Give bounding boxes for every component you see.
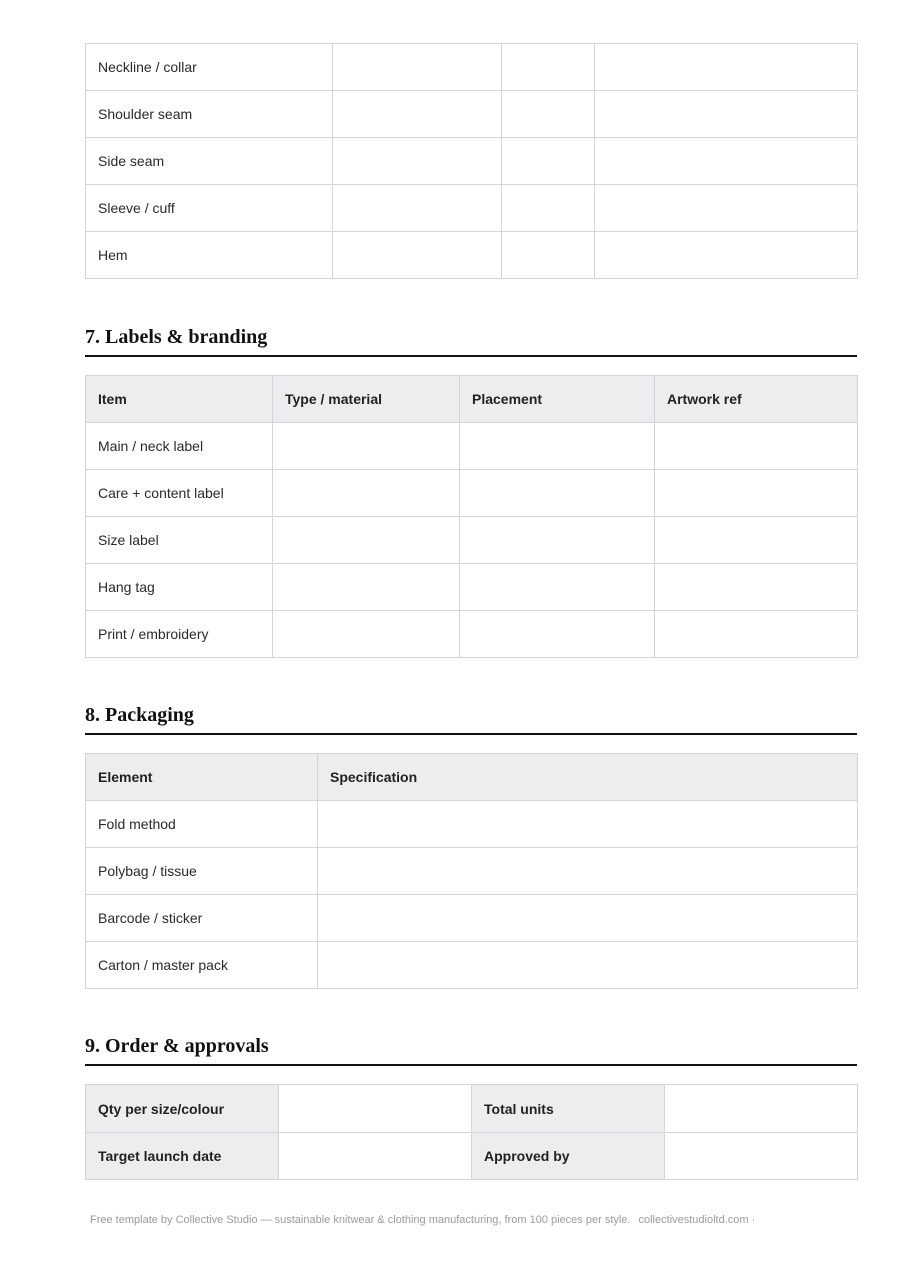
column-header: Item [86, 376, 273, 423]
row-label: Carton / master pack [86, 942, 318, 989]
table-cell[interactable] [460, 611, 655, 658]
table-cell[interactable] [655, 470, 858, 517]
table-cell[interactable] [333, 232, 502, 279]
table-row [86, 1133, 858, 1180]
packaging-section [85, 704, 857, 989]
table-cell[interactable] [273, 517, 460, 564]
field-label: Target launch date [86, 1133, 279, 1180]
table-cell[interactable] [273, 423, 460, 470]
table-cell[interactable] [595, 138, 858, 185]
field-label: Approved by [472, 1133, 665, 1180]
labels-table [85, 375, 858, 658]
table-row [86, 942, 858, 989]
table-cell[interactable] [460, 423, 655, 470]
row-label: Size label [86, 517, 273, 564]
table-row [86, 517, 858, 564]
table-row [86, 564, 858, 611]
table-cell[interactable] [333, 91, 502, 138]
construction-section [85, 43, 857, 279]
row-label: Polybag / tissue [86, 848, 318, 895]
table-row [86, 611, 858, 658]
column-header: Element [86, 754, 318, 801]
row-label: Barcode / sticker [86, 895, 318, 942]
table-cell[interactable] [273, 611, 460, 658]
table-row [86, 91, 858, 138]
table-cell[interactable] [595, 185, 858, 232]
row-label: Shoulder seam [86, 91, 333, 138]
field-value-cell[interactable] [279, 1085, 472, 1133]
table-cell[interactable] [655, 423, 858, 470]
table-cell[interactable] [595, 232, 858, 279]
row-label: Sleeve / cuff [86, 185, 333, 232]
footer-text: Free template by Collective Studio — sustainable knitwear & clothing manufacturing, from 100 pieces per style. [90, 1214, 631, 1226]
row-label: Hang tag [86, 564, 273, 611]
table-row [86, 138, 858, 185]
table-cell[interactable] [502, 232, 595, 279]
field-label: Total units [472, 1085, 665, 1133]
table-row [86, 801, 858, 848]
table-cell[interactable] [502, 44, 595, 91]
table-cell[interactable] [318, 848, 858, 895]
table-cell[interactable] [655, 611, 858, 658]
row-label: Hem [86, 232, 333, 279]
table-row [86, 895, 858, 942]
field-value-cell[interactable] [665, 1133, 858, 1180]
table-row [86, 848, 858, 895]
column-header: Artwork ref [655, 376, 858, 423]
row-label: Side seam [86, 138, 333, 185]
row-label: Print / embroidery [86, 611, 273, 658]
table-cell[interactable] [273, 564, 460, 611]
section-title: 9. Order & approvals [85, 1035, 857, 1066]
row-label: Care + content label [86, 470, 273, 517]
table-cell[interactable] [502, 185, 595, 232]
field-label: Qty per size/colour [86, 1085, 279, 1133]
column-header: Type / material [273, 376, 460, 423]
labels-section [85, 326, 857, 658]
table-cell[interactable] [333, 44, 502, 91]
table-cell[interactable] [333, 138, 502, 185]
table-cell[interactable] [333, 185, 502, 232]
table-cell[interactable] [318, 895, 858, 942]
column-header: Placement [460, 376, 655, 423]
table-row [86, 423, 858, 470]
table-cell[interactable] [460, 470, 655, 517]
field-value-cell[interactable] [279, 1133, 472, 1180]
table-header-row [86, 754, 858, 801]
table-cell[interactable] [502, 138, 595, 185]
table-cell[interactable] [318, 942, 858, 989]
section-title: 7. Labels & branding [85, 326, 857, 357]
table-row [86, 44, 858, 91]
field-value-cell[interactable] [665, 1085, 858, 1133]
table-cell[interactable] [655, 517, 858, 564]
row-label: Main / neck label [86, 423, 273, 470]
table-cell[interactable] [460, 517, 655, 564]
table-cell[interactable] [595, 91, 858, 138]
table-cell[interactable] [655, 564, 858, 611]
table-row [86, 470, 858, 517]
section-title: 8. Packaging [85, 704, 857, 735]
table-cell[interactable] [595, 44, 858, 91]
table-row [86, 185, 858, 232]
order-table [85, 1084, 858, 1180]
footer-link[interactable]: collectivestudioltd.com · [638, 1214, 756, 1226]
footer [90, 1214, 755, 1226]
table-row [86, 232, 858, 279]
table-header-row [86, 376, 858, 423]
table-cell[interactable] [273, 470, 460, 517]
row-label: Neckline / collar [86, 44, 333, 91]
table-cell[interactable] [502, 91, 595, 138]
table-row [86, 1085, 858, 1133]
table-cell[interactable] [318, 801, 858, 848]
packaging-table [85, 753, 858, 989]
order-section [85, 1035, 857, 1180]
construction-table [85, 43, 858, 279]
row-label: Fold method [86, 801, 318, 848]
column-header: Specification [318, 754, 858, 801]
table-cell[interactable] [460, 564, 655, 611]
